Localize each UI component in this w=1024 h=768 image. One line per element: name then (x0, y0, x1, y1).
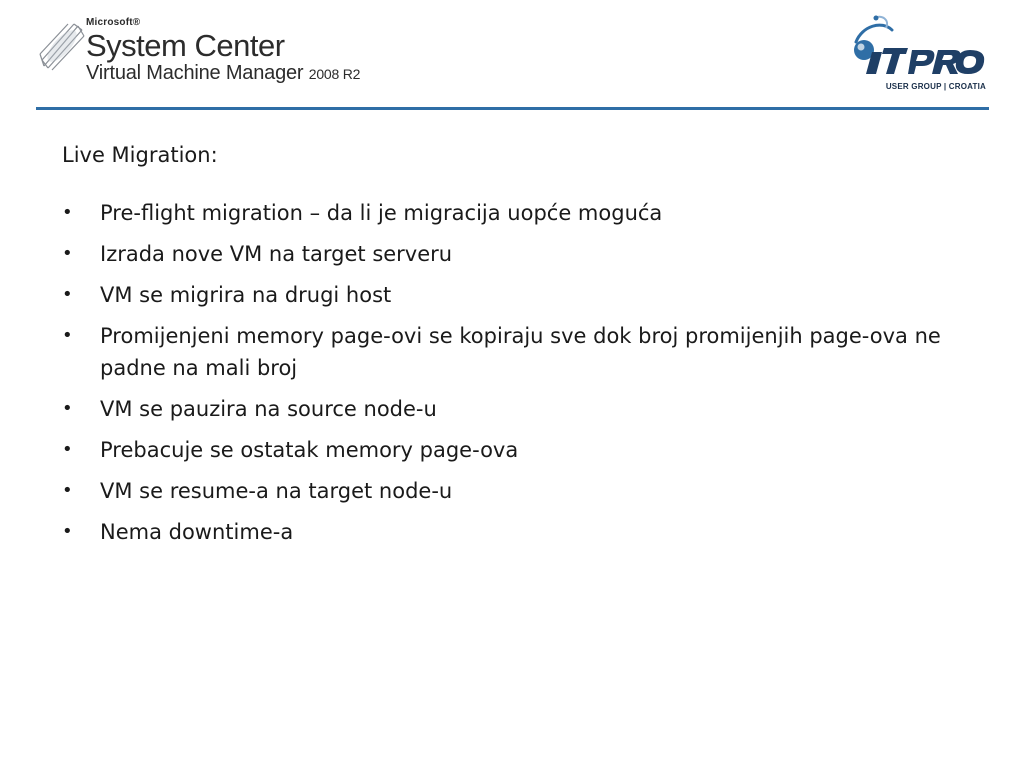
bullet-item: • VM se resume-a na target node-u (62, 475, 962, 507)
brand-product: System Center (86, 28, 285, 63)
slide-header (0, 0, 1024, 110)
bullet-item: • Prebacuje se ostatak memory page-ova (62, 434, 962, 466)
itpro-logo-icon (842, 12, 990, 78)
system-center-logo (38, 18, 398, 98)
system-center-wordmark (86, 18, 360, 83)
slide-content (62, 142, 962, 557)
brand-subtitle-line (86, 63, 360, 83)
bullet-item: • Nema downtime-a (62, 516, 962, 548)
system-center-icon (38, 20, 86, 72)
itpro-caption: USER GROUP | CROATIA (885, 82, 986, 91)
bullet-item: • Promijenjeni memory page-ovi se kopiraju sve dok broj promijenjih page-ova ne padne na mali broj (62, 320, 962, 384)
header-divider (36, 107, 989, 110)
brand-company: Microsoft® (86, 17, 141, 28)
itpro-logo (842, 12, 990, 96)
bullet-item: • Izrada nove VM na target serveru (62, 238, 962, 270)
slide-heading: Live Migration: (62, 143, 218, 167)
bullet-list (62, 197, 962, 548)
brand-version: 2008 R2 (308, 66, 361, 82)
bullet-item: • Pre-flight migration – da li je migracija uopće moguća (62, 197, 962, 229)
brand-subtitle: Virtual Machine Manager (86, 62, 304, 84)
bullet-item: • VM se migrira na drugi host (62, 279, 962, 311)
bullet-item: • VM se pauzira na source node-u (62, 393, 962, 425)
